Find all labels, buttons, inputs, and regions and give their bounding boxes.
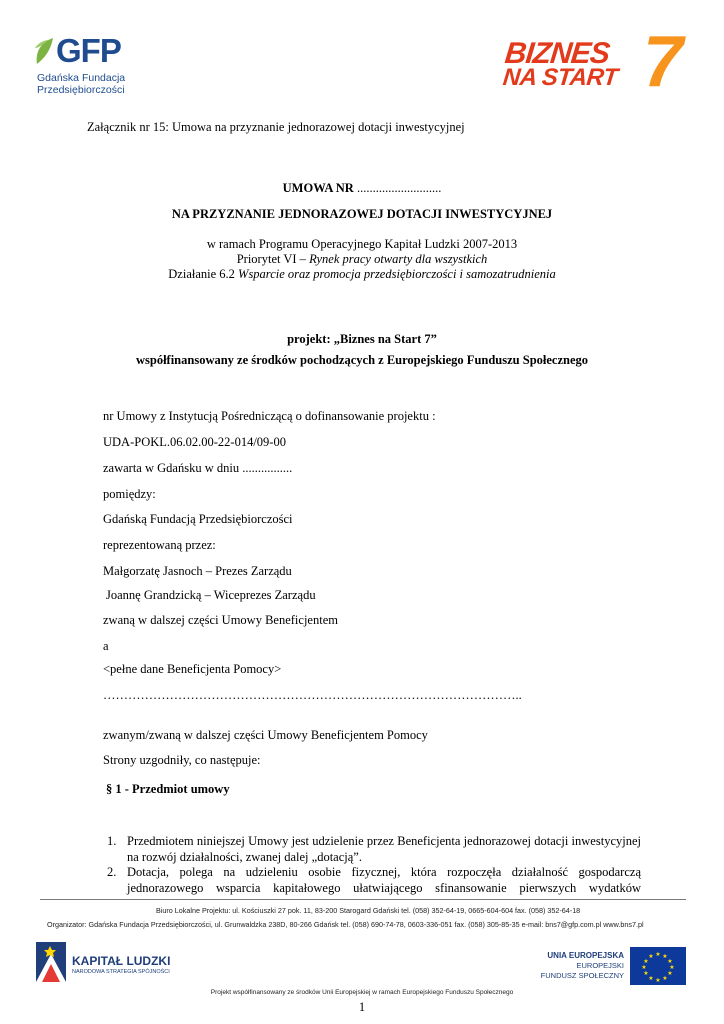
list-item [127,865,641,896]
and-line: a [103,639,109,653]
representative-2: Joannę Grandzicką – Wiceprezes Zarządu [106,588,316,602]
svg-text:★: ★ [662,953,668,960]
svg-text:★: ★ [669,964,675,971]
project-line: projekt: „Biznes na Start 7” [287,332,437,346]
action-line [0,267,724,282]
contract-subject: NA PRZYZNANIE JEDNORAZOWEJ DOTACJI INWESTYCYJNEJ [171,207,553,221]
agreement-number: UDA-POKL.06.02.00-22-014/09-00 [103,435,286,449]
section1-title: § 1 - Przedmiot umowy [106,782,230,796]
agreement-label: nr Umowy z Instytucją Pośredniczącą o dofinansowanie projektu : [103,409,436,423]
representative-1: Małgorzatę Jasnoch – Prezes Zarządu [103,564,292,578]
list-item-number: 1. [107,834,117,848]
priority-line [0,252,724,267]
eu-line1: UNIA EUROPEJSKA [547,951,624,960]
called-aid-beneficiary: zwanym/zwaną w dalszej części Umowy Beneficjentem Pomocy [103,728,428,742]
action-prefix: Działanie 6.2 [168,267,239,281]
gfp-logo-line2: Przedsiębiorczości [37,84,125,96]
list-item-line: Przedmiotem niniejszej Umowy jest udzielenie przez Beneficjenta jednorazowej dotacji inwestycyjnej [127,834,641,848]
eu-text [520,951,624,980]
dotted-line: ……………………………………………………………………………………….. [103,688,522,702]
kapital-ludzki-emblem-icon [36,942,66,982]
list-item-line: jednorazowego wsparcia kapitałowego ułatwiającego sfinansowanie pierwszych wydatków [127,880,641,895]
footer-divider [40,899,686,900]
list-item-line: Dotacja, polega na udzieleniu osobie fizycznej, która rozpoczęła działalność gospodarczą [127,865,641,879]
gfp-logo-line1: Gdańska Fundacja [37,72,126,84]
contract-number [0,181,724,196]
list-item [127,834,641,865]
list-item-number: 2. [107,865,117,879]
eu-line3: FUNDUSZ SPOŁECZNY [540,970,624,980]
svg-text:★: ★ [667,958,673,965]
biznes-logo-line2: NA START [501,64,619,91]
eu-flag-icon [630,947,686,985]
svg-text:★: ★ [643,970,649,977]
svg-text:★: ★ [643,958,649,965]
footer-organizer-line: Organizator: Gdańska Fundacja Przedsiębiorczości, ul. Grunwaldzka 238D, 80-266 Gdańsk tel. (058) 690-74-78, 0603-336-051 fax. (058) 305-85-35 e-mail: bns7@gfp.com.pl www.bns7.pl [47,920,644,929]
kapital-ludzki-logo [36,942,186,984]
cofinanced-line: współfinansowany ze środków pochodzących z Europejskiego Funduszu Społecznego [135,353,589,367]
kapital-ludzki-subtitle: NARODOWA STRATEGIA SPÓJNOŚCI [72,969,170,975]
action-name: Wsparcie oraz promocja przedsiębiorczości i samozatrudnienia [238,267,556,281]
contract-number-label: UMOWA NR [282,181,354,195]
party1-name: Gdańską Fundacją Przedsiębiorczości [103,512,293,526]
gfp-logo-letters: GFP [56,32,121,69]
svg-text:★: ★ [667,970,673,977]
biznes-logo-line1: BIZNES [503,37,611,70]
party2-placeholder: <pełne dane Beneficjenta Pomocy> [103,662,282,676]
biznes-logo-number: 7 [643,22,684,102]
priority-prefix: Priorytet VI – [236,252,310,266]
gfp-logo-caption [37,72,125,96]
svg-text:★: ★ [641,964,647,971]
called-beneficiary: zwaną w dalszej części Umowy Beneficjentem [103,613,338,627]
concluded-line: zawarta w Gdańsku w dniu ................ [103,461,293,475]
svg-text:★: ★ [648,975,654,982]
svg-text:★: ★ [655,951,661,958]
kapital-ludzki-title: KAPITAŁ LUDZKI [72,954,171,968]
page-number: 1 [358,1000,366,1014]
attachment-title: Załącznik nr 15: Umowa na przyznanie jednorazowej dotacji inwestycyjnej [87,120,465,134]
svg-text:★: ★ [648,953,654,960]
between-line: pomiędzy: [103,487,156,501]
footer-office-line: Biuro Lokalne Projektu: ul. Kościuszki 27 pok. 11, 83-200 Starogard Gdański tel. (058) 352-64-19, 0665-604-604 fax. (058) 352-64-18 [156,906,581,915]
agreed-line: Strony uzgodniły, co następuje: [103,753,261,767]
svg-text:★: ★ [655,977,661,984]
svg-text:★: ★ [662,975,668,982]
eu-line2: EUROPEJSKI [576,961,624,970]
program-line: w ramach Programu Operacyjnego Kapitał Ludzki 2007-2013 [206,237,518,251]
list-item-line: na rozwój działalności, zwanej dalej „dotacją”. [127,849,362,864]
priority-name: Rynek pracy otwarty dla wszystkich [309,252,488,266]
contract-number-dots: ........................... [356,181,442,195]
represented-line: reprezentowaną przez: [103,538,216,552]
cofinance-note: Projekt współfinansowany ze środków Unii Europejskiej w ramach Europejskiego Funduszu Społecznego [210,989,514,996]
